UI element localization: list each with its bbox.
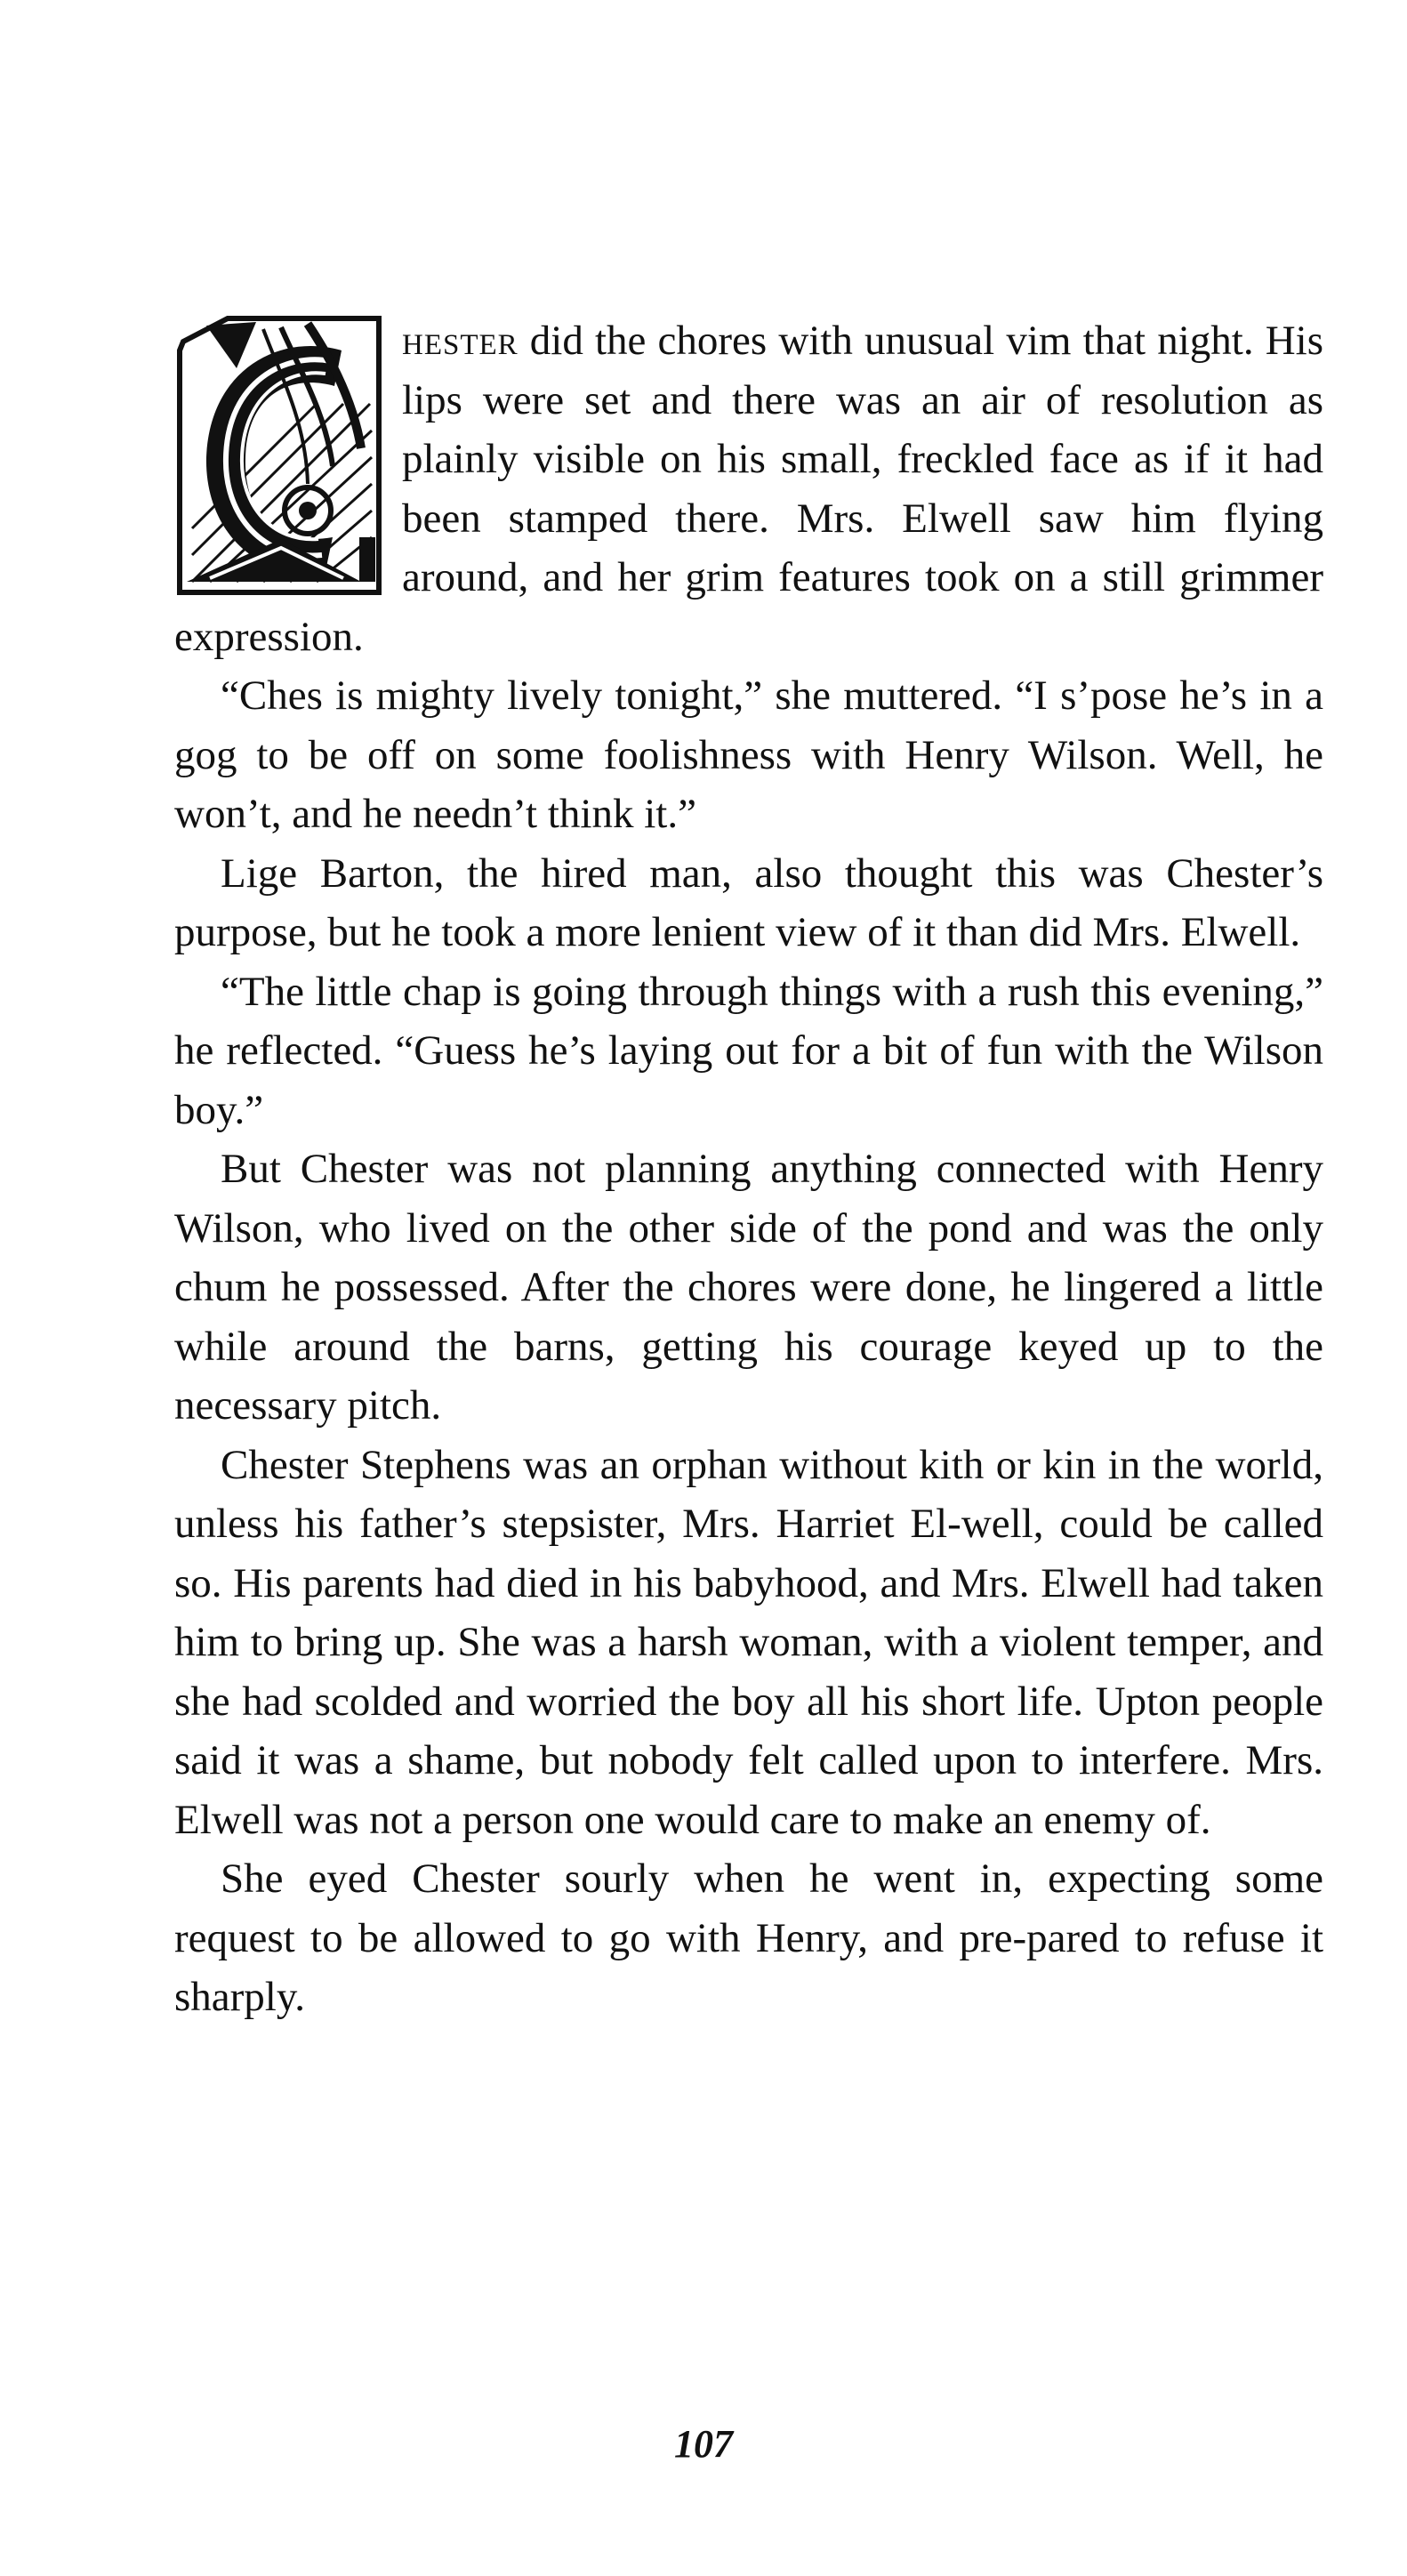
lead-small-caps: hester bbox=[402, 318, 519, 364]
paragraph-6: Chester Stephens was an orphan without kith or kin in the world, unless his father’s stepsister, Mrs. Harriet El-well, could be called so. His parents had died in his babyhood, and Mrs. Elwell had taken him to bring up. She was a harsh woman, with a violent temper, and she had scolded and worried the boy all his short life. Upton people said it was a shame, but nobody felt called upon to interfere. Mrs. Elwell was not a person one would care to make an enemy of. bbox=[174, 1441, 1323, 1843]
drop-cap-ornament bbox=[174, 315, 384, 596]
paragraph-4: “The little chap is going through things with a rush this evening,” he reflected. “Guess he’s laying out for a bit of fun with the Wilson boy.” bbox=[174, 968, 1323, 1133]
drop-cap-letter bbox=[174, 315, 384, 596]
paragraph-3: Lige Barton, the hired man, also thought this was Chester’s purpose, but he took a more lenient view of it than did Mrs. Elwell. bbox=[174, 849, 1323, 955]
paragraph-1 bbox=[174, 311, 1323, 666]
paragraph-7: She eyed Chester sourly when he went in, expecting some request to be allowed to go with Henry, and pre-pared to refuse it sharply. bbox=[174, 1856, 1323, 2020]
page-number: 107 bbox=[674, 2422, 733, 2466]
page-body bbox=[174, 311, 1323, 2027]
paragraph-2: “Ches is mighty lively tonight,” she muttered. “I s’pose he’s in a gog to be off on some foolishness with Henry Wilson. Well, he won’t, and he needn’t think it.” bbox=[174, 672, 1323, 837]
paragraph-5: But Chester was not planning anything connected with Henry Wilson, who lived on the other side of the pond and was the only chum he possessed. After the chores were done, he lingered a little while around the barns, getting his courage keyed up to the necessary pitch. bbox=[174, 1146, 1323, 1429]
paragraph-1-text: did the chores with unusual vim that night. His lips were set and there was an air of resolution as plainly visible on his small, freckled face as if it had been stamped there. Mrs. Elwell saw him flying around, and her grim features took on a still grimmer expression. bbox=[174, 318, 1323, 660]
